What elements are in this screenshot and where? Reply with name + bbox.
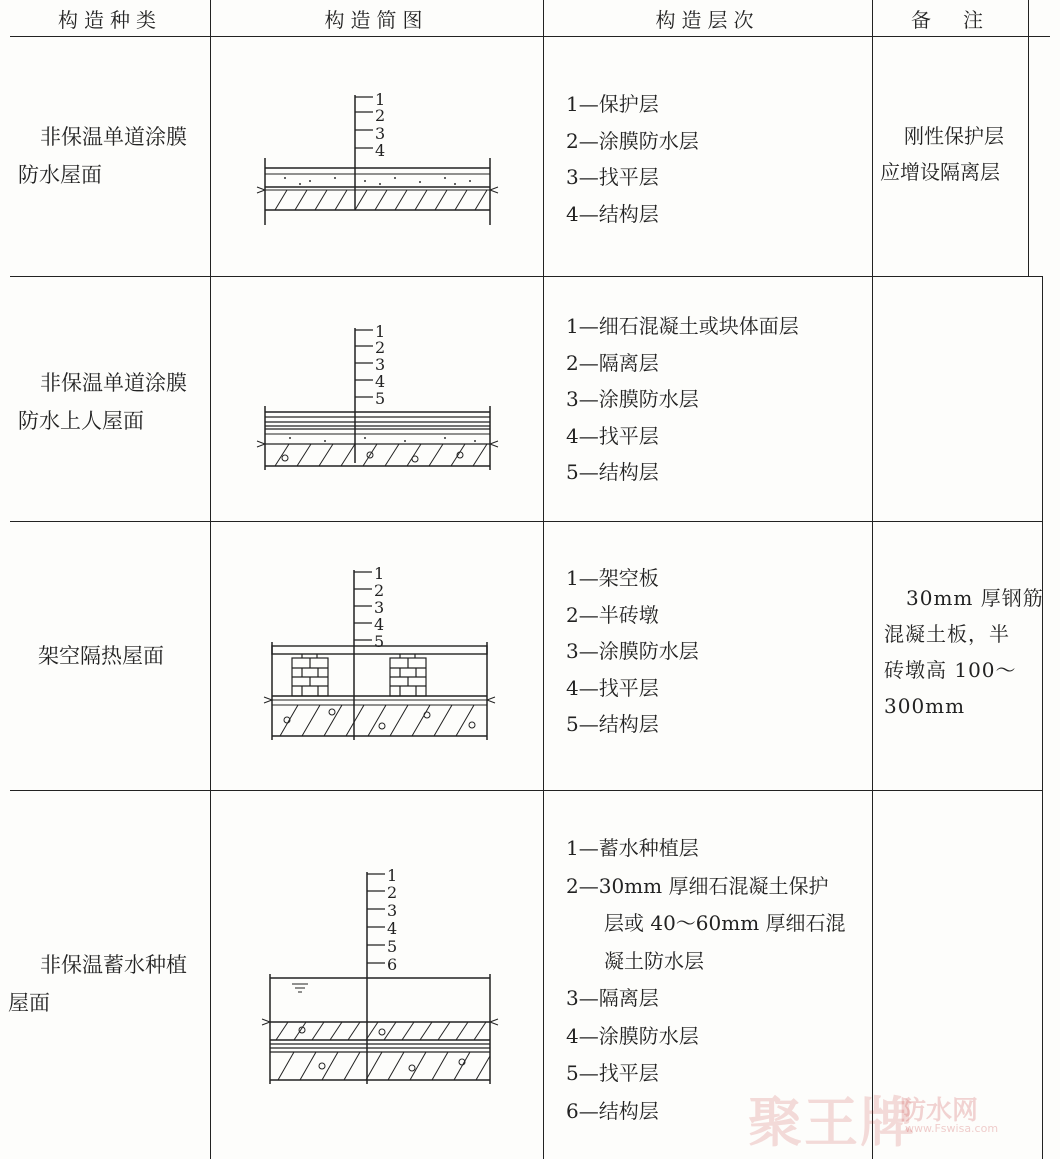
- row-3-remark-line-3: 砖墩高 100～: [884, 658, 1017, 682]
- row-divider-1: [10, 276, 1042, 277]
- row-4-layer-1: 1—蓄水种植层: [566, 836, 699, 860]
- row-4-type-line-2: 屋面: [8, 991, 50, 1015]
- row-2-type: [18, 364, 187, 440]
- row-2-num-3: 3: [375, 355, 386, 374]
- row-4-layer-3: 3—隔离层: [566, 986, 659, 1010]
- row-4-layer-2: 2—30mm 厚细石混凝土保护: [566, 873, 829, 898]
- row-2-num-4: 4: [375, 372, 386, 391]
- row-2-layer-4: 4—找平层: [566, 423, 659, 448]
- row-4-num-6: 6: [387, 955, 398, 974]
- row-4-layer-4: 4—涂膜防水层: [566, 1023, 699, 1048]
- row-2-num-1: 1: [375, 322, 386, 341]
- row-3-num-1: 1: [374, 564, 385, 583]
- row-3-layer-1: 1—架空板: [566, 566, 659, 590]
- row-2-layer-1: 1—细石混凝土或块体面层: [566, 314, 799, 338]
- row-2-diagram: [255, 318, 505, 478]
- row-divider-3: [10, 790, 1042, 791]
- watermark-site: 防水网: [900, 1096, 979, 1126]
- row-4-type: [8, 946, 187, 1022]
- watermark-url: www.Fswisa.com: [905, 1122, 999, 1135]
- row-4-num-2: 2: [387, 883, 398, 902]
- row-3-layer-5: 5—结构层: [566, 712, 659, 736]
- col-divider-3: [872, 0, 873, 1159]
- row-2-type-line-2: 防水上人屋面: [18, 409, 144, 433]
- row-1-layers: [566, 86, 699, 232]
- row-1-type: [18, 118, 187, 194]
- row-1-layer-2: 2—涂膜防水层: [566, 128, 699, 153]
- row-3-remark: [884, 580, 1044, 724]
- header-remark: 备 注: [911, 8, 989, 32]
- col-divider-2: [543, 0, 544, 1159]
- col-divider-4: [1028, 0, 1029, 276]
- row-1-type-line-1: 非保温单道涂膜: [40, 125, 187, 149]
- row-4-num-5: 5: [387, 937, 398, 956]
- header-diagram: 构造简图: [324, 8, 429, 32]
- row-3-num-2: 2: [374, 581, 385, 600]
- row-2-layer-3: 3—涂膜防水层: [566, 387, 699, 411]
- row-3-layers: [566, 560, 699, 743]
- row-2-layers: [566, 308, 799, 491]
- row-3-layer-3: 3—涂膜防水层: [566, 639, 699, 663]
- row-3-type-line-1: 架空隔热屋面: [38, 644, 164, 668]
- row-2-layer-5: 5—结构层: [566, 460, 659, 484]
- row-4-num-3: 3: [387, 901, 398, 920]
- row-3-num-3: 3: [374, 598, 385, 617]
- row-1-num-2: 2: [375, 106, 386, 125]
- row-1-diagram: [255, 90, 505, 230]
- row-1-remark-line-1: 刚性保护层: [904, 124, 1004, 148]
- row-3-remark-line-4: 300mm: [884, 694, 966, 718]
- row-4-layer-2-cont-2: 凝土防水层: [604, 948, 704, 973]
- row-2-type-line-1: 非保温单道涂膜: [40, 371, 187, 395]
- row-2-layer-2: 2—隔离层: [566, 350, 659, 375]
- row-3-layer-4: 4—找平层: [566, 675, 659, 700]
- col-divider-1: [210, 0, 211, 1159]
- row-1-num-4: 4: [375, 141, 386, 160]
- row-4-layer-6: 6—结构层: [566, 1098, 659, 1123]
- row-1-type-line-2: 防水屋面: [18, 163, 102, 187]
- row-3-num-4: 4: [374, 615, 385, 634]
- row-1-layer-1: 1—保护层: [566, 92, 659, 116]
- row-4-num-4: 4: [387, 919, 398, 938]
- row-4-layer-2-cont-1: 层或 40～60mm 厚细石混: [604, 911, 846, 935]
- row-4-type-line-1: 非保温蓄水种植: [40, 953, 187, 977]
- row-3-num-5: 5: [374, 632, 385, 651]
- row-1-num-3: 3: [375, 124, 386, 143]
- row-1-layer-4: 4—结构层: [566, 201, 659, 226]
- row-3-layer-2: 2—半砖墩: [566, 602, 659, 627]
- header-type: 构造种类: [58, 8, 162, 32]
- row-1-num-1: 1: [375, 90, 386, 109]
- row-4-num-1: 1: [387, 866, 398, 885]
- row-1-layer-3: 3—找平层: [566, 165, 659, 189]
- row-1-remark-line-2: 应增设隔离层: [880, 160, 1000, 184]
- header-bottom-rule: [10, 36, 1050, 37]
- row-2-num-2: 2: [375, 338, 386, 357]
- row-3-remark-line-1: 30mm 厚钢筋: [906, 586, 1044, 610]
- watermark-brand: 聚王牌: [748, 1091, 916, 1154]
- row-1-remark: [880, 118, 1004, 190]
- row-4-diagram: [262, 862, 502, 1092]
- header-layers: 构造层次: [655, 8, 760, 32]
- row-4-layer-5: 5—找平层: [566, 1061, 659, 1085]
- row-3-remark-line-2: 混凝土板，半: [884, 622, 1010, 646]
- row-divider-2: [10, 521, 1042, 522]
- row-2-num-5: 5: [375, 389, 386, 408]
- row-3-diagram: [262, 560, 502, 750]
- row-3-type: [38, 637, 164, 675]
